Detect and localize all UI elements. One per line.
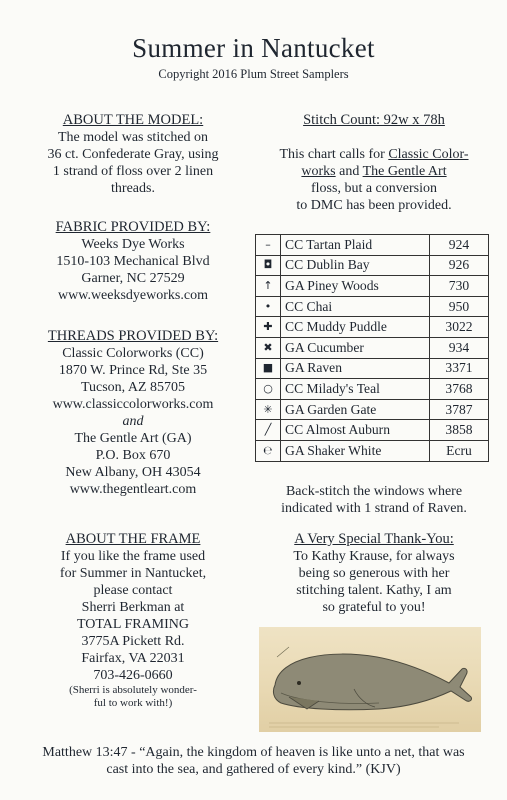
about-model-line: The model was stitched on [57,130,209,145]
verse-line: Matthew 13:47 - “Again, the kingdom of heaven is like unto a net, that was [42,745,465,760]
about-model-line: threads. [111,181,155,196]
asterisk-symbol-icon: ✳ [256,399,281,420]
about-model-line: 36 ct. Confederate Gray, using [47,147,219,162]
floss-name: GA Raven [281,358,430,379]
circle-symbol-icon: ○ [256,379,281,400]
chart-note-text: floss, but a conversion [311,181,437,196]
chart-note [258,146,490,214]
dash-symbol-icon: – [256,235,281,256]
frame-note: (Sherri is absolutely wonder- [69,684,197,696]
floss-row [256,296,489,317]
fabric-line: 1510-103 Mechanical Blvd [56,254,210,269]
threads-and: and [122,414,144,429]
dmc-number: 924 [430,235,489,256]
threads-heading: THREADS PROVIDED BY: [47,328,219,344]
thanks-line: stitching talent. Kathy, I am [296,583,452,598]
frame-line: If you like the frame used [60,549,206,564]
filled-square-symbol-icon: ■ [256,358,281,379]
floss-row [256,337,489,358]
whale-illustration [259,627,481,732]
backstitch-line: indicated with 1 strand of Raven. [281,501,467,516]
floss-row [256,276,489,297]
dmc-number: 3768 [430,379,489,400]
about-model-section [22,112,244,197]
e-symbol-icon: ℮ [256,440,281,461]
dmc-number: 3858 [430,420,489,441]
x-symbol-icon: ✖ [256,337,281,358]
chart-note-brand: Classic Color- [388,147,469,162]
bible-verse [0,744,507,778]
chart-note-brand: works [301,164,336,179]
floss-name: CC Almost Auburn [281,420,430,441]
chart-note-text: This chart calls for [279,147,389,162]
floss-row [256,317,489,338]
floss-name: GA Garden Gate [281,399,430,420]
dmc-number: 3022 [430,317,489,338]
threads-line: Classic Colorworks (CC) [62,346,204,361]
dmc-number: 934 [430,337,489,358]
threads-line: 1870 W. Prince Rd, Ste 35 [58,363,208,378]
floss-name: CC Dublin Bay [281,255,430,276]
floss-name: CC Chai [281,296,430,317]
floss-row [256,440,489,461]
slash-symbol-icon: ╱ [256,420,281,441]
stitch-count: Stitch Count: 92w x 78h [303,112,445,128]
plus-symbol-icon: ✚ [256,317,281,338]
page-title: Summer in Nantucket [132,33,375,63]
fabric-section [22,219,244,304]
chart-note-brand: The Gentle Art [362,164,447,179]
fabric-heading: FABRIC PROVIDED BY: [55,219,211,235]
chart-note-text: to DMC has been provided. [296,198,452,213]
threads-line: Tucson, AZ 85705 [80,380,186,395]
up-arrow-symbol-icon: ↑ [256,276,281,297]
thanks-line: so grateful to you! [322,600,426,615]
threads-line: www.classiccolorworks.com [52,397,214,412]
thanks-line: To Kathy Krause, for always [293,549,455,564]
floss-row [256,235,489,256]
frame-line: Sherri Berkman at [81,600,185,615]
dot-symbol-icon: • [256,296,281,317]
floss-row [256,255,489,276]
floss-name: CC Muddy Puddle [281,317,430,338]
floss-name: GA Shaker White [281,440,430,461]
frame-line: 703-426-0660 [93,668,173,683]
dmc-number: Ecru [430,440,489,461]
threads-line: The Gentle Art (GA) [74,431,192,446]
fabric-line: Garner, NC 27529 [81,271,185,286]
floss-row [256,379,489,400]
copyright: Copyright 2016 Plum Street Samplers [158,67,349,81]
floss-row [256,358,489,379]
about-model-line: 1 strand of floss over 2 linen [52,164,214,179]
floss-name: GA Cucumber [281,337,430,358]
frame-heading: ABOUT THE FRAME [65,531,201,547]
dmc-number: 950 [430,296,489,317]
floss-row [256,399,489,420]
threads-line: New Albany, OH 43054 [65,465,201,480]
frame-section [22,531,244,709]
thanks-section [258,531,490,616]
threads-line: www.thegentleart.com [69,482,197,497]
threads-line: P.O. Box 670 [95,448,171,463]
dmc-number: 3787 [430,399,489,420]
backstitch-line: Back-stitch the windows where [285,484,463,499]
frame-line: 3775A Pickett Rd. [81,634,185,649]
floss-name: GA Piney Woods [281,276,430,297]
about-model-heading: ABOUT THE MODEL: [62,112,204,128]
frame-line: Fairfax, VA 22031 [81,651,185,666]
frame-line: TOTAL FRAMING [76,617,190,632]
fabric-line: Weeks Dye Works [81,237,185,252]
threads-section [22,328,244,498]
dmc-number: 730 [430,276,489,297]
whale-drawing [259,627,481,732]
frame-line: for Summer in Nantucket, [59,566,207,581]
thanks-heading: A Very Special Thank-You: [294,531,454,547]
dmc-number: 3371 [430,358,489,379]
thanks-line: being so generous with her [298,566,450,581]
verse-line: cast into the sea, and gathered of every kind.” (KJV) [106,762,401,777]
floss-name: CC Milady's Teal [281,379,430,400]
frame-line: please contact [93,583,173,598]
dmc-number: 926 [430,255,489,276]
floss-row [256,420,489,441]
chart-note-text: and [335,164,363,179]
fabric-line: www.weeksdyeworks.com [58,288,208,303]
floss-table [255,234,489,462]
square-dot-symbol-icon: ◘ [256,255,281,276]
frame-note: ful to work with!) [93,696,173,709]
backstitch-note [258,483,490,517]
floss-name: CC Tartan Plaid [281,235,430,256]
